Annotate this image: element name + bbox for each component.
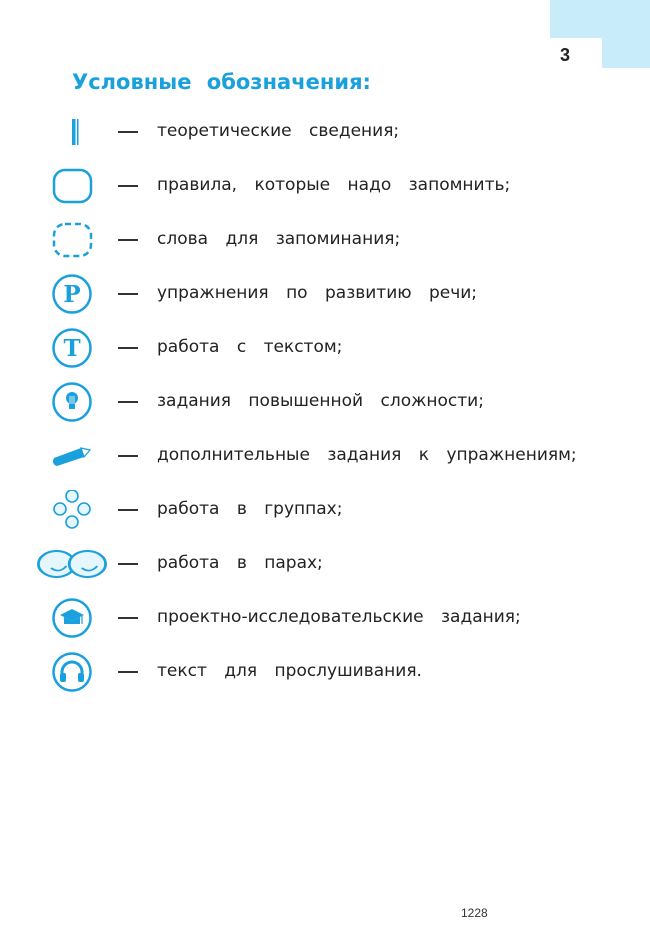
legend-item: [0, 598, 650, 638]
legend-text: теоретические сведения;: [157, 121, 400, 141]
legend-item: [0, 274, 650, 314]
svg-text:P: P: [63, 281, 81, 308]
lightbulb-circle-icon: [47, 382, 97, 422]
dash: [118, 671, 138, 673]
letter-p-circle-icon: [47, 274, 97, 314]
legend-item: [0, 436, 650, 476]
legend-text: упражнения по развитию речи;: [157, 283, 478, 303]
dash: [118, 185, 138, 187]
legend-text: текст для прослушивания.: [157, 661, 422, 681]
legend-item: [0, 382, 650, 422]
legend-text: работа в группах;: [157, 499, 343, 519]
dash: [118, 401, 138, 403]
corner-tab-extension: [602, 38, 650, 68]
legend-item: [0, 328, 650, 368]
pencil-icon: [47, 436, 97, 476]
dash: [118, 455, 138, 457]
legend-text: проектно-исследовательские задания;: [157, 607, 521, 627]
legend-text: слова для запоминания;: [157, 229, 401, 249]
headphones-circle-icon: [47, 652, 97, 692]
graduation-cap-circle-icon: [47, 598, 97, 638]
legend-text: работа в парах;: [157, 553, 323, 573]
svg-text:T: T: [63, 335, 81, 362]
dash: [118, 131, 138, 133]
legend-text: работа с текстом;: [157, 337, 343, 357]
rounded-square-icon: [47, 166, 97, 206]
legend-item: [0, 112, 650, 152]
legend-item: [0, 652, 650, 692]
legend-text: задания повышенной сложности;: [157, 391, 484, 411]
legend-item: [0, 220, 650, 260]
footer-code: 1228: [461, 906, 488, 920]
dash: [118, 617, 138, 619]
corner-tab: [550, 0, 650, 38]
legend-text: дополнительные задания к упражнениям;: [157, 445, 577, 465]
dash: [118, 563, 138, 565]
dash: [118, 509, 138, 511]
group-faces-icon: [47, 490, 97, 530]
legend-item: [0, 490, 650, 530]
legend-text: правила, которые надо запомнить;: [157, 175, 511, 195]
page-number: 3: [560, 45, 571, 65]
dash: [118, 239, 138, 241]
dash: [118, 293, 138, 295]
letter-t-circle-icon: [47, 328, 97, 368]
pair-faces-icon: [37, 544, 107, 584]
legend-item: [0, 544, 650, 584]
dash: [118, 347, 138, 349]
dashed-square-icon: [47, 220, 97, 260]
double-bar-icon: [47, 112, 97, 152]
page-title: Условные обозначения:: [72, 70, 371, 94]
legend-item: [0, 166, 650, 206]
